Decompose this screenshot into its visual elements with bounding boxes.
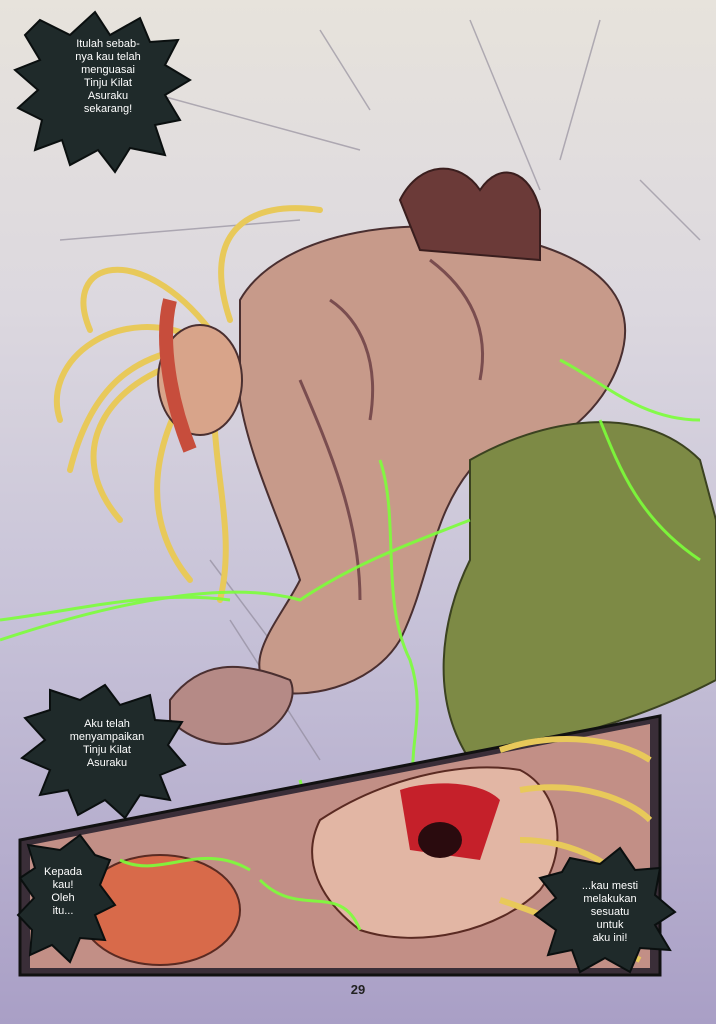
speech-bubble-top-left (48, 38, 168, 116)
bubble-line: melakukan (583, 893, 637, 905)
bubble-line: sekarang! (83, 103, 133, 115)
bubble-line: Asuraku (87, 90, 129, 102)
bubble-line: ...kau mesti (581, 880, 639, 892)
speech-bubble-bottom-right (560, 880, 660, 945)
bubble-line: aku ini! (592, 932, 628, 944)
bubble-line: Tinju Kilat (84, 77, 132, 89)
page-number: 29 (350, 982, 366, 997)
fighter-pants (444, 422, 716, 760)
speech-bubble-bottom-left (30, 866, 96, 918)
dreadlocks (400, 169, 540, 260)
bubble-line: Tinju Kilat (83, 744, 131, 756)
bubble-line: kau! (52, 879, 74, 891)
bubble-line: Kepada (44, 866, 82, 878)
bubble-line: Asuraku (86, 757, 128, 769)
bubble-line: Itulah sebab- (76, 38, 140, 50)
speech-bubble-middle-left (52, 718, 162, 770)
bubble-line: Aku telah (84, 718, 130, 730)
bubble-line: itu... (52, 905, 74, 917)
bubble-line: sesuatu (590, 906, 630, 918)
bubble-line: untuk (596, 919, 624, 931)
bubble-line: menguasai (81, 64, 135, 76)
bubble-line: nya kau telah (75, 51, 141, 63)
bubble-line: menyampaikan (69, 731, 145, 743)
bubble-line: Oleh (51, 892, 75, 904)
